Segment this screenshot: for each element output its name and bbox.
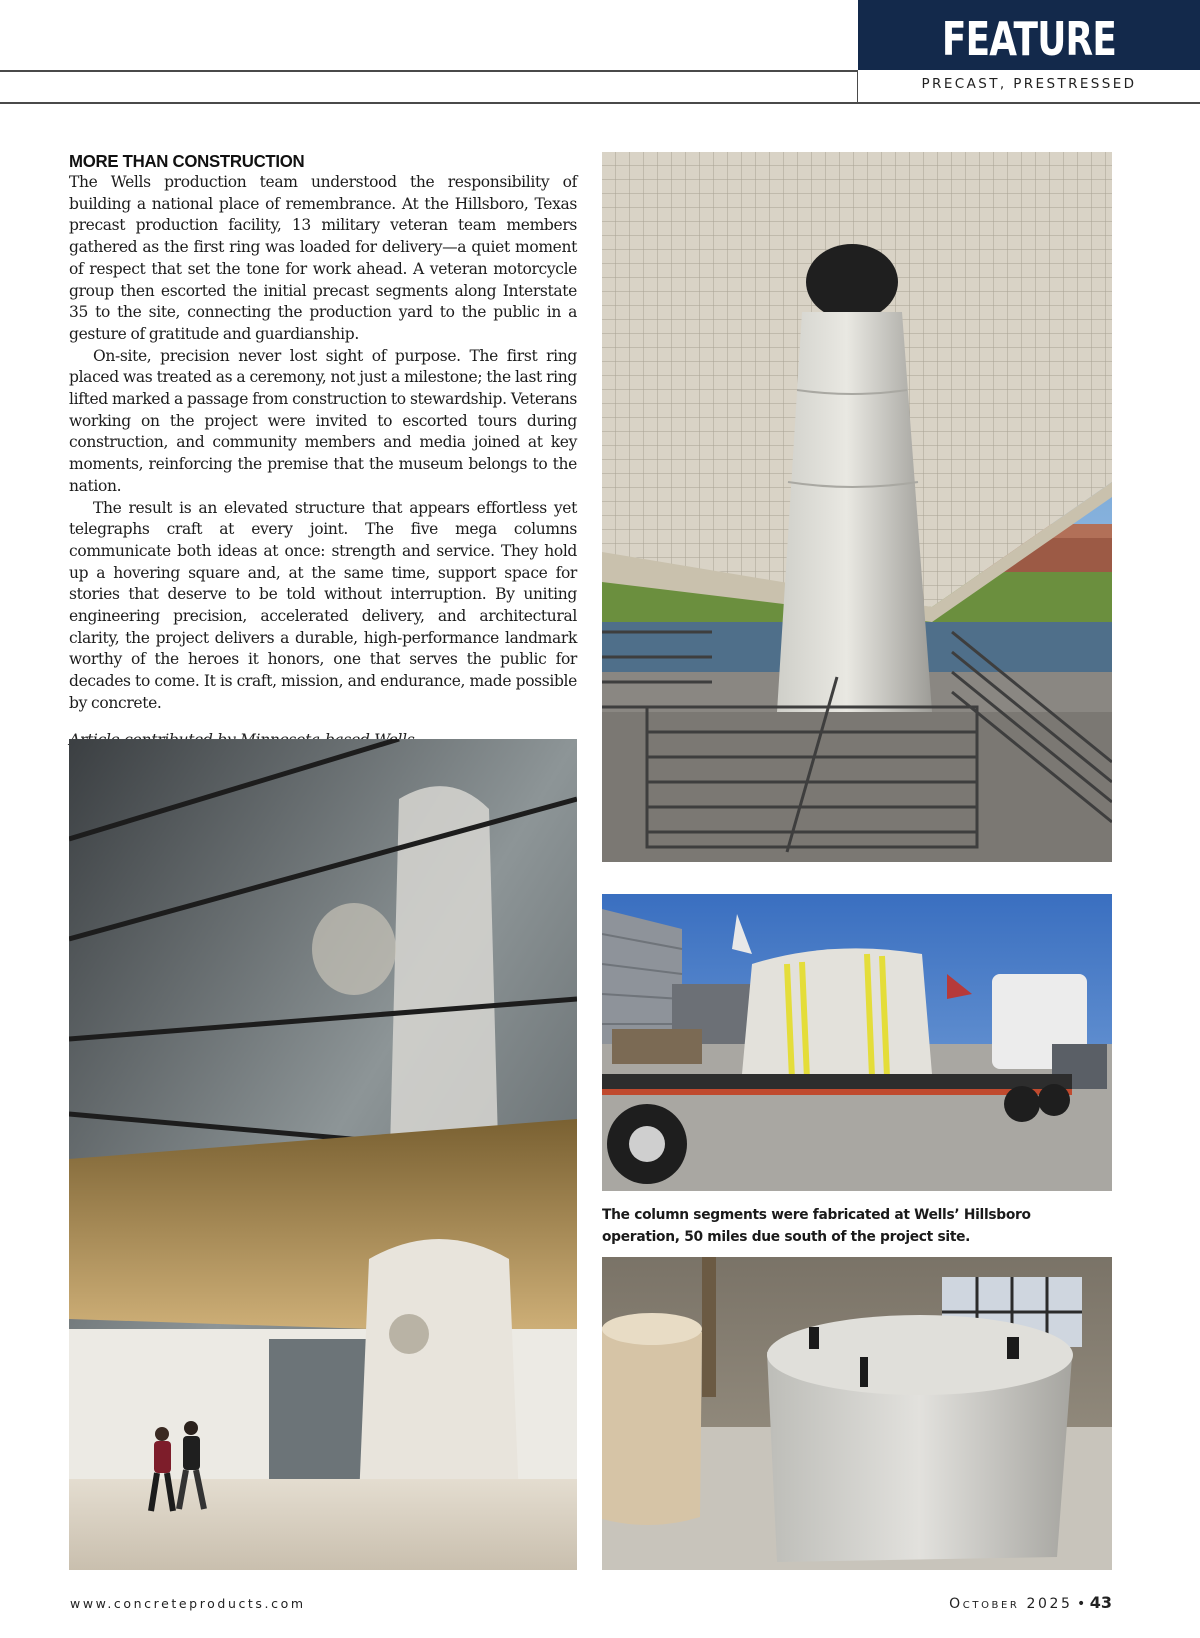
article-paragraph-2: On-site, precision never lost sight of purpose. The first ring placed was treated as a ceremony, not just a milestone; the last ring lifted marked a passage from construction to stewardship. Veterans working on the project were invited to escorted tours during construction, and community members and media joined at key moments, reinforcing the premise that the museum belongs to the nation.: [69, 346, 577, 495]
article-text-column: [69, 150, 577, 749]
feature-label: FEATURE: [941, 12, 1117, 66]
photo-museum-lobby: [69, 739, 577, 1570]
photo-caption: The column segments were fabricated at Wells’ Hillsboro operation, 50 miles due south of the project site.: [602, 1207, 1031, 1245]
section-label: PRECAST, PRESTRESSED: [921, 76, 1137, 92]
article-subhead: MORE THAN CONSTRUCTION: [69, 151, 305, 171]
feature-banner: [858, 0, 1200, 70]
header-rule-top: [0, 70, 858, 72]
footer-folio: [949, 1593, 1112, 1612]
article-paragraph-1: The Wells production team understood the responsibility of building a national place of remembrance. At the Hillsboro, Texas precast production facility, 13 military veteran team members gathered as the first ring was loaded for delivery—a quiet moment of respect that set the tone for work ahead. A veteran motorcycle group then escorted the initial precast segments along Interstate 35 to the site, connecting the production yard to the public in a gesture of gratitude and guardianship.: [69, 173, 577, 343]
footer-date: October 2025: [949, 1596, 1073, 1612]
footer-bullet: •: [1077, 1596, 1086, 1612]
page-number: 43: [1089, 1593, 1112, 1612]
article-paragraph-3: The result is an elevated structure that appears effortless yet telegraphs craft at every joint. The five mega columns communicate both ideas at once: strength and service. They hold up a hovering square and, at the same time, support space for stories that deserve to be told without interruption. By uniting engineering precision, accelerated delivery, and architectural clarity, the project delivers a durable, high-performance landmark worthy of the heroes it honors, one that serves the public for decades to come. It is craft, mission, and endurance, made possible by concrete.: [69, 498, 577, 712]
photo-segment-on-truck: [602, 894, 1112, 1191]
header-rule-bottom: [0, 102, 1200, 104]
photo-column-under-canopy: [602, 152, 1112, 862]
photo-segments-in-plant: [602, 1257, 1112, 1570]
footer-website: www.concreteproducts.com: [70, 1596, 306, 1611]
